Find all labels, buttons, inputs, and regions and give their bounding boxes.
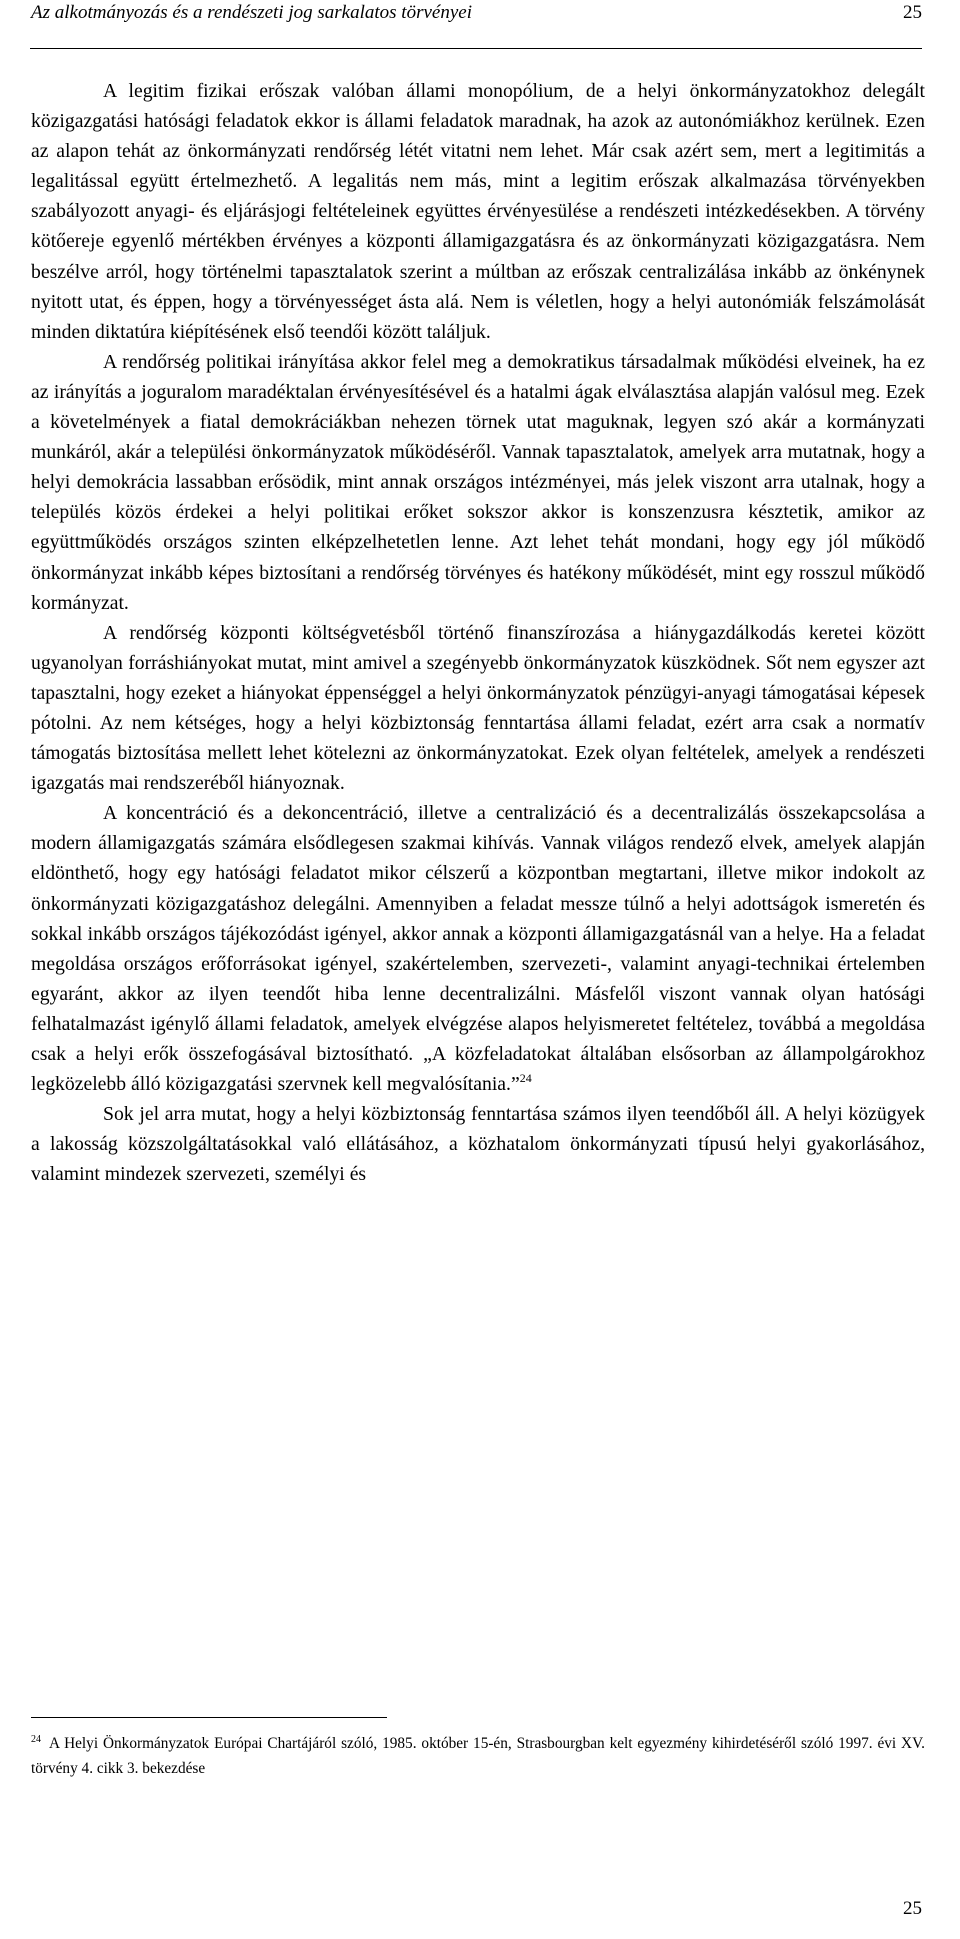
- paragraph-2: A rendőrség politikai irányítása akkor felel meg a demokratikus társadalmak működési elveinek, ha ez az irányítás a joguralom maradéktalan érvényesítésével és a hatalmi ágak elválasztása alapján valósul meg. Ezek a követelmények a fiatal demokráciákban nehezen törnek utat maguknak, legyen szó akár a kormányzati munkáról, akár a települési önkormányzatok működéséről. Vannak tapasztalatok, amelyek arra mutatnak, hogy a helyi demokrácia lassabban erősödik, mint annak országos intézményei, más jelek viszont arra utalnak, hogy a település közös érdekei a helyi politikai erőket sokszor akkor is konszenzusra késztetik, amikor az együttműködés országos szinten elképzelhetetlen lenne. Azt lehet tehát mondani, hogy egy jól működő önkormányzat inkább képes biztosítani a rendőrség törvényes és hatékony működését, mint egy rosszul működő kormányzat.: [31, 350, 925, 614]
- header-page-number: 25: [903, 2, 922, 23]
- footnote-reference: 24: [519, 1071, 532, 1086]
- paragraph-5: Sok jel arra mutat, hogy a helyi közbiztonság fenntartása számos ilyen teendőből áll. A helyi közügyek a lakosság közszolgáltatásokkal való ellátásához, a közhatalom önkormányzati típusú helyi gyakorlásához, valamint mindezek szervezeti, személyi és: [31, 1103, 925, 1186]
- body-text: [31, 76, 925, 1189]
- paragraph-3: A rendőrség központi költségvetésből történő finanszírozása a hiánygazdálkodás keretei között ugyanolyan forráshiányokat mutat, mint amivel a szegényebb önkormányzatok küszködnek. Sőt nem egyszer azt tapasztalni, hogy ezeket a hiányokat éppenséggel a helyi önkormányzatok pénzügyi-anyagi támogatásai képesek pótolni. Az nem kétséges, hogy a helyi közbiztonság fenntartása állami feladat, ezért arra csak a normatív támogatás biztosítása mellett lehet kötelezni az önkormányzatokat. Ezek olyan feltételek, amelyek a rendészeti igazgatás mai rendszeréből hiányoznak.: [31, 621, 925, 795]
- footnote-text: A Helyi Önkormányzatok Európai Chartájáról szóló, 1985. október 15-én, Strasbourgban kelt egyezmény kihirdetéséről szóló 1997. évi XV. törvény 4. cikk 3. bekezdése: [31, 1735, 925, 1777]
- footnote-divider: [31, 1717, 387, 1718]
- footnote: [31, 1732, 925, 1780]
- header-title: Az alkotmányozás és a rendészeti jog sarkalatos törvényei: [31, 2, 472, 23]
- paragraph-4: [31, 798, 925, 1099]
- footer-page-number: 25: [903, 1898, 922, 1919]
- paragraph-4-text: A koncentráció és a dekoncentráció, illetve a centralizáció és a decentralizálás összekapcsolása a modern államigazgatás számára elsődlegesen szakmai kihívás. Vannak világos rendező elvek, amelyek alapján eldönthető, hogy egy hatósági feladatot mikor célszerű a központban megtartani, illetve mikor indokolt az önkormányzati közigazgatáshoz delegálni. Amennyiben a feladat messze túlnő a helyi adottságok ismeretén és sokkal inkább országos tájékozódást igényel, akkor annak a központi államigazgatásnál van a helye. Ha a feladat megoldása országos erőforrásokat igényel, szakértelemben, szervezeti-, valamint anyagi-technikai értelemben egyaránt, akkor az ilyen teendőt hiba lenne decentralizálni. Másfelől viszont vannak olyan hatósági felhatalmazást igénylő állami feladatok, amelyek elvégzése alapos helyismeretet feltételez, továbbá a megoldása csak a helyi erők összefogásával biztosítható. „A közfeladatokat általában elsősorban az állampolgárokhoz legközelebb álló közigazgatási szervnek kell megvalósítania.”: [31, 802, 925, 1096]
- paragraph-1: A legitim fizikai erőszak valóban állami monopólium, de a helyi önkormányzatokhoz delegált közigazgatási hatósági feladatok ekkor is állami feladatok maradnak, ha azok az autonómiákhoz kerülnek. Ezen az alapon tehát az önkormányzati rendőrség létét vitatni nem lehet. Már csak azért sem, mert a legitimitás a legalitással együtt értelmezhető. A legalitás nem más, mint a legitim erőszak alkalmazása törvényekben szabályozott anyagi- és eljárásjogi feltételeinek együttes érvényesülése a rendészeti intézkedésekben. A törvény kötőereje egyenlő mértékben érvényes a központi államigazgatásra és az önkormányzati közigazgatásra. Nem beszélve arról, hogy történelmi tapasztalatok szerint a múltban az erőszak centralizálása inkább az önkénynek nyitott utat, és éppen, hogy a törvényességet ásta alá. Nem is véletlen, hogy a helyi autonómiák felszámolását minden diktatúra kiépítésének első teendői között találjuk.: [31, 80, 925, 343]
- running-header: [30, 0, 922, 49]
- footnote-number: 24: [31, 1734, 41, 1745]
